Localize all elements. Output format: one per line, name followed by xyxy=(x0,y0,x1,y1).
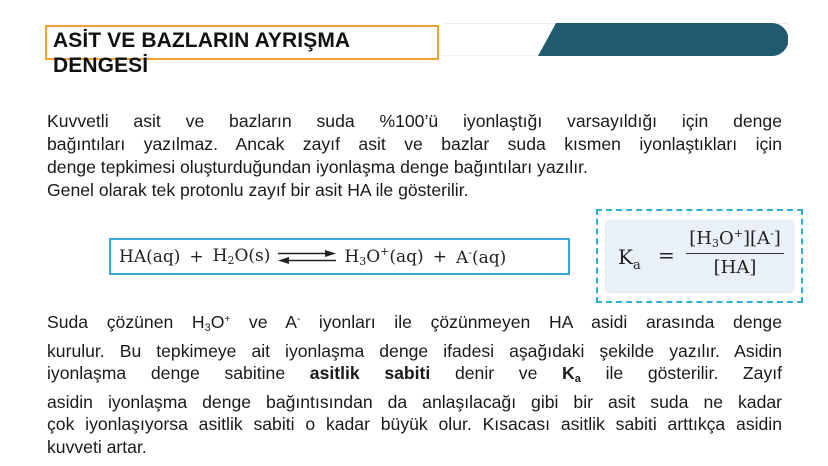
body-line-1: Suda çözünen H3O+ ve A- iyonları ile çözünmeyen HA asidi arasında denge xyxy=(47,312,782,334)
eq-plus-2: + xyxy=(432,246,447,267)
ka-fraction xyxy=(686,227,784,278)
body-line-6: kuvveti artar. xyxy=(47,436,147,457)
eq-product-anion: A-(aq) xyxy=(455,245,507,268)
equilibrium-arrows-icon xyxy=(276,249,338,265)
eq-reactant-water: $H_2O(s)$ xyxy=(212,246,271,267)
title-line-1: ASİT VE BAZLARIN AYRIŞMA xyxy=(53,29,351,52)
ka-formula xyxy=(606,221,793,292)
header-banner-shape xyxy=(538,23,788,56)
ka-equals: = xyxy=(658,243,675,267)
body-line-4: asidin iyonlaşma denge bağıntısından da anlaşılacağı gibi bir asit suda ne kadar xyxy=(47,391,782,412)
eq-plus-1: + xyxy=(189,246,204,267)
intro-line-3: denge tepkimesi oluşturduğundan iyonlaşma denge bağıntıları yazılır. xyxy=(47,157,588,177)
title-line-2: DENGESİ xyxy=(53,54,149,77)
ka-numerator: $[H_3O^+][A^-]$ xyxy=(686,227,784,254)
intro-paragraph xyxy=(47,110,782,202)
eq-reactant-ha: HA(aq) xyxy=(119,246,181,267)
term-ka: Ka xyxy=(562,363,581,386)
body-line-5: çok iyonlaşıyorsa asitlik sabiti o kadar büyük olur. Kısacası asitlik sabiti arttıkça asidin xyxy=(47,414,782,435)
intro-line-2: bağıntıları yazılmaz. Ancak zayıf asit ve bazlar suda kısmen iyonlaştıkları için xyxy=(47,134,782,154)
ka-symbol: $K_a$ xyxy=(618,245,641,273)
intro-line-1: Kuvvetli asit ve bazların suda %100’ü iyonlaştığı varsayıldığı için denge xyxy=(47,111,782,131)
body-paragraph xyxy=(47,309,782,459)
intro-line-4: Genel olarak tek protonlu zayıf bir asit HA ile gösterilir. xyxy=(47,180,469,200)
page-title xyxy=(53,28,473,78)
body-line-2: kurulur. Bu tepkimeye ait iyonlaşma denge ifadesi aşağıdaki şekilde yazılır. Asidin xyxy=(47,340,782,361)
ka-denominator: [HA] xyxy=(713,257,757,278)
body-line-3: iyonlaşma denge sabitine asitlik sabiti denir ve Ka ile gösterilir. Zayıf xyxy=(47,363,783,386)
term-asitlik-sabiti: asitlik sabiti xyxy=(309,363,431,384)
eq-product-hydronium: $H_3O^+(aq)$ xyxy=(344,245,424,268)
dissociation-equation xyxy=(109,238,570,275)
